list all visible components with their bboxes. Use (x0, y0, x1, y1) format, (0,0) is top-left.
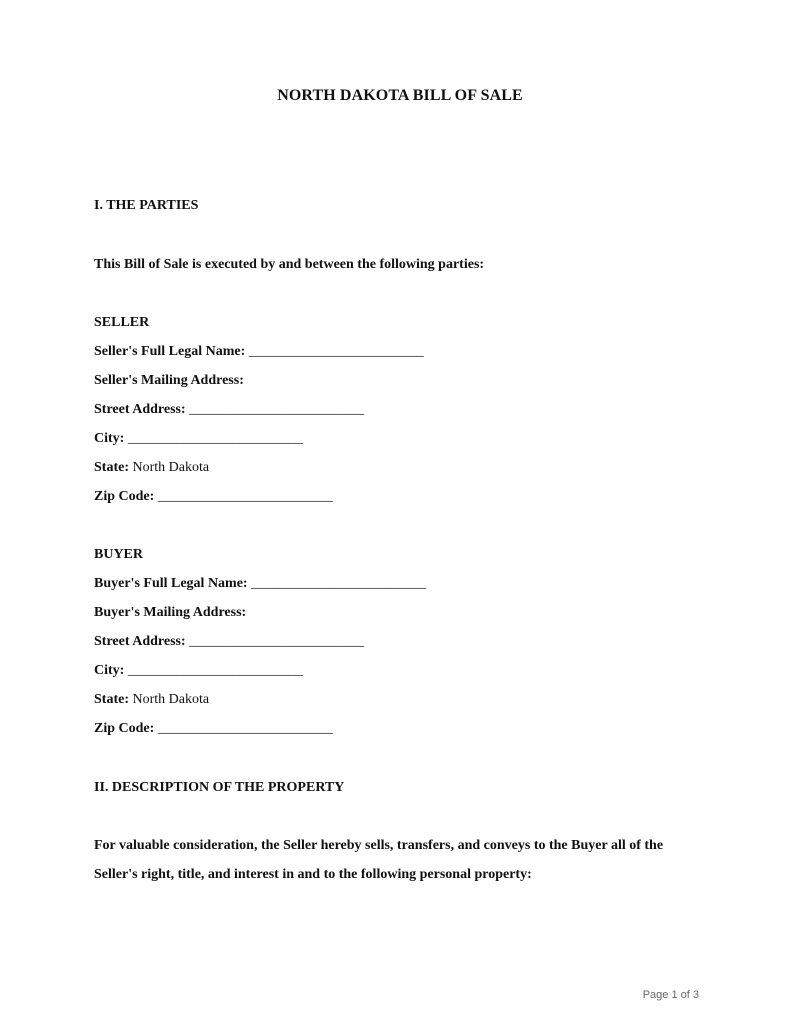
seller-city-label: City: (94, 431, 125, 446)
seller-street-field[interactable]: _________________________ (189, 402, 365, 417)
seller-zip-row (94, 488, 333, 506)
consideration-line-1: For valuable consideration, the Seller hereby sells, transfers, and conveys to the Buyer all of the (94, 838, 664, 853)
buyer-zip-field[interactable]: _________________________ (157, 721, 333, 736)
buyer-full-name-field[interactable]: _________________________ (251, 576, 427, 591)
buyer-state-row (94, 691, 209, 709)
seller-state-label: State: (94, 460, 129, 475)
seller-zip-label: Zip Code: (94, 489, 155, 504)
buyer-full-name-label: Buyer's Full Legal Name: (94, 576, 248, 591)
intro-paragraph: This Bill of Sale is executed by and between the following parties: (94, 257, 485, 272)
buyer-city-row (94, 662, 303, 680)
buyer-city-label: City: (94, 663, 125, 678)
buyer-street-field[interactable]: _________________________ (189, 634, 365, 649)
buyer-mailing-address-label: Buyer's Mailing Address: (94, 605, 247, 620)
buyer-full-name-row (94, 575, 426, 593)
seller-full-name-field[interactable]: _________________________ (248, 344, 424, 359)
page-number: Page 1 of 3 (642, 989, 699, 1001)
seller-state-value: North Dakota (132, 460, 210, 475)
seller-state-row (94, 459, 209, 477)
seller-mailing-address-label: Seller's Mailing Address: (94, 373, 244, 388)
seller-city-row (94, 430, 303, 448)
document-title: NORTH DAKOTA BILL OF SALE (277, 87, 523, 104)
buyer-zip-row (94, 720, 333, 738)
buyer-street-label: Street Address: (94, 634, 186, 649)
seller-full-name-row (94, 343, 424, 361)
seller-street-label: Street Address: (94, 402, 186, 417)
buyer-city-field[interactable]: _________________________ (127, 663, 303, 678)
section-heading-property: II. DESCRIPTION OF THE PROPERTY (94, 780, 345, 795)
buyer-zip-label: Zip Code: (94, 721, 155, 736)
buyer-state-value: North Dakota (132, 692, 210, 707)
seller-city-field[interactable]: _________________________ (127, 431, 303, 446)
section-heading-parties: I. THE PARTIES (94, 198, 199, 213)
seller-zip-field[interactable]: _________________________ (157, 489, 333, 504)
buyer-street-row (94, 633, 364, 651)
buyer-heading: BUYER (94, 547, 144, 562)
consideration-line-2: Seller's right, title, and interest in and to the following personal property: (94, 867, 532, 882)
seller-heading: SELLER (94, 315, 150, 330)
seller-full-name-label: Seller's Full Legal Name: (94, 344, 246, 359)
seller-street-row (94, 401, 364, 419)
buyer-state-label: State: (94, 692, 129, 707)
